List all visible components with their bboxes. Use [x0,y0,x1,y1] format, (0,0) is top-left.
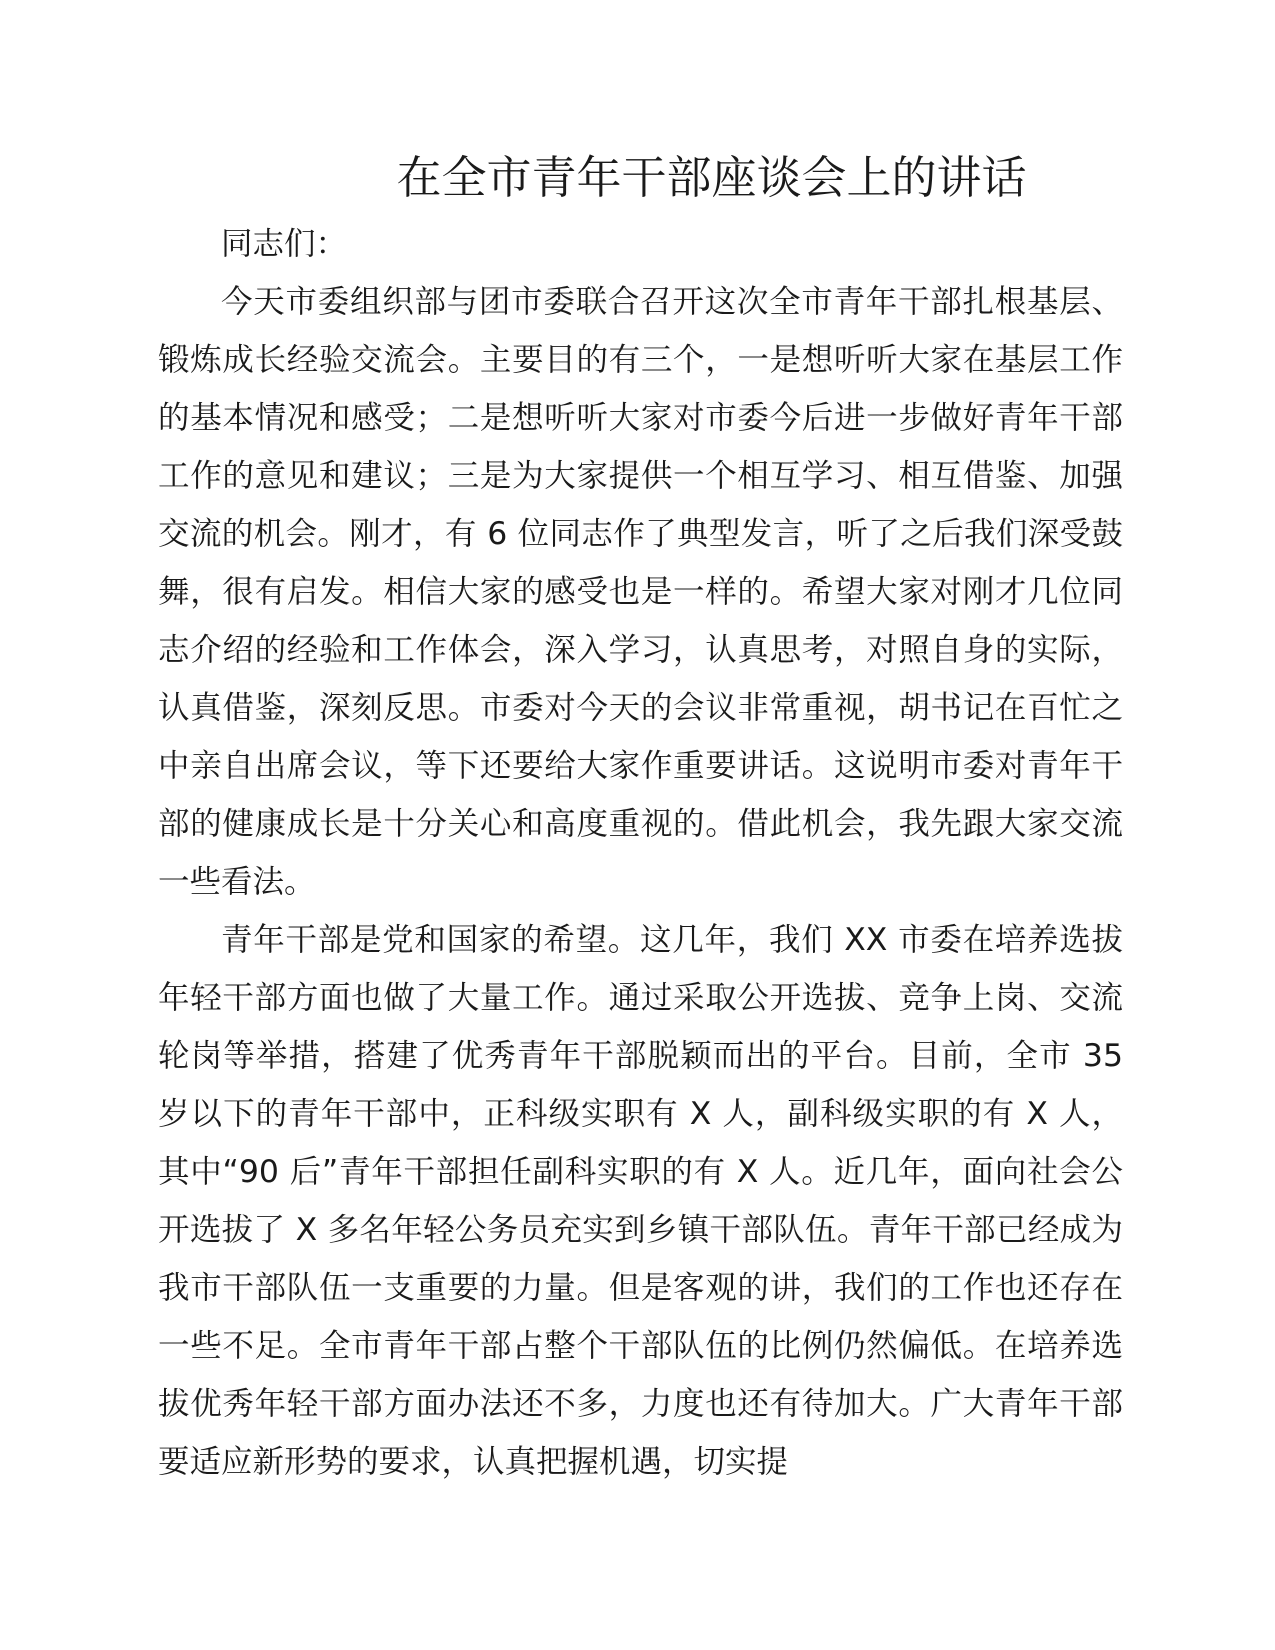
salutation-paragraph: 同志们： [221,226,348,262]
body-paragraph: 今天市委组织部与团市委联合召开这次全市青年干部扎根基层、锻炼成长经验交流会。主要目的有三个，一是想听听大家在基层工作的基本情况和感受；二是想听听大家对市委今后进一步做好青年干部工作的意见和建议；三是为大家提供一个相互学习、相互借鉴、加强交流的机会。刚才，有 6 位同志作了典型发言，听了之后我们深受鼓舞，很有启发。相信大家的感受也是一样的。希望大家对刚才几位同志介绍的经验和工作体会，深入学习，认真思考，对照自身的实际，认真借鉴，深刻反思。市委对今天的会议非常重视，胡书记在百忙之中亲自出席会议，等下还要给大家作重要讲话。这说明市委对青年干部的健康成长是十分关心和高度重视的。借此机会，我先跟大家交流一些看法。 [158,284,1123,900]
body-paragraph: 青年干部是党和国家的希望。这几年，我们 XX 市委在培养选拔年轻干部方面也做了大量工作。通过采取公开选拔、竞争上岗、交流轮岗等举措，搭建了优秀青年干部脱颖而出的平台。目前，全市 35 岁以下的青年干部中，正科级实职有 X 人，副科级实职的有 X 人，其中“90 后”青年干部担任副科实职的有 X 人。近几年，面向社会公开选拔了 X 多名年轻公务员充实到乡镇干部队伍。青年干部已经成为我市干部队伍一支重要的力量。但是客观的讲，我们的工作也还存在一些不足。全市青年干部占整个干部队伍的比例仍然偏低。在培养选拔优秀年轻干部方面办法还不多，力度也还有待加大。广大青年干部要适应新形势的要求，认真把握机遇，切实提 [158,922,1123,1480]
document-body [158,215,1123,1491]
document-title: 在全市青年干部座谈会上的讲话 [396,151,1027,204]
